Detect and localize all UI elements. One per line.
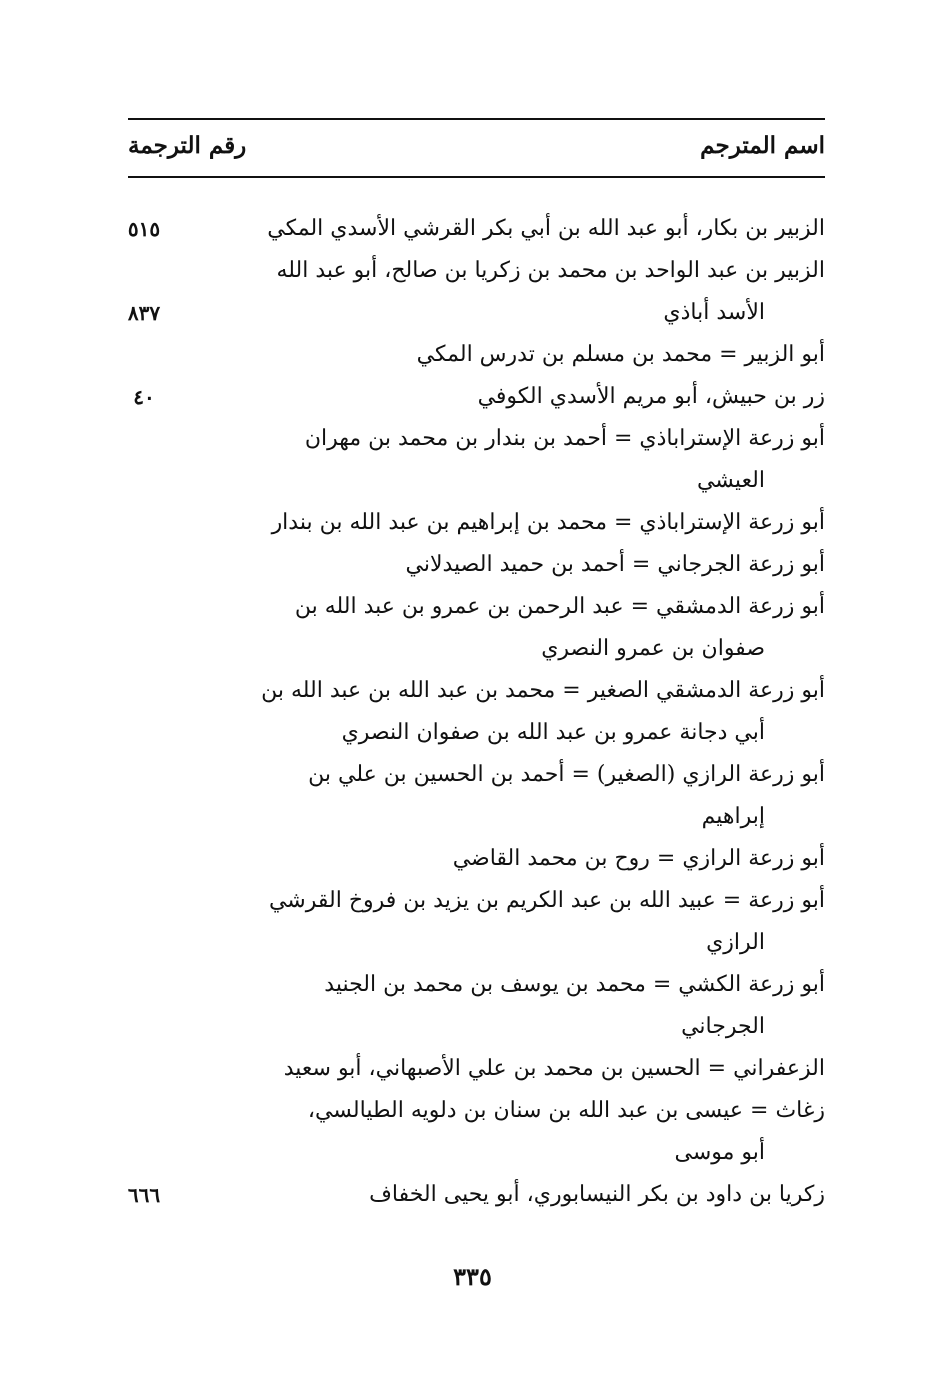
entry-continuation-line: العيشي xyxy=(696,468,765,493)
list-item xyxy=(120,754,825,838)
list-item xyxy=(120,670,825,754)
entry-number: ٥١٥ xyxy=(127,217,161,241)
entry-line: أبو زرعة الإستراباذي = محمد بن إبراهيم بن عبد الله بن بندار xyxy=(271,510,825,535)
entry-line: أبو زرعة الدمشقي = عبد الرحمن بن عمرو بن عبد الله بن xyxy=(294,594,825,619)
list-item xyxy=(120,334,825,376)
column-header-number: رقم الترجمة xyxy=(128,132,247,159)
page-number: ٣٣٥ xyxy=(453,1262,492,1291)
entries-list xyxy=(120,208,825,1216)
entry-number: ٤٠ xyxy=(133,385,155,409)
entry-line: أبو زرعة الدمشقي الصغير = محمد بن عبد الله بن عبد الله بن xyxy=(261,678,825,703)
entry-line: الزبير بن بكار، أبو عبد الله بن أبي بكر القرشي الأسدي المكي xyxy=(267,216,825,241)
list-item xyxy=(120,418,825,502)
entry-line: أبو زرعة الجرجاني = أحمد بن حميد الصيدلاني xyxy=(405,552,825,577)
entry-line: زغاث = عيسى بن عبد الله بن سنان بن دلويه الطيالسي، xyxy=(307,1098,825,1123)
list-item xyxy=(120,1048,825,1090)
entry-continuation-line: أبو موسى xyxy=(674,1140,765,1165)
entry-line: زر بن حبيش، أبو مريم الأسدي الكوفي xyxy=(477,384,825,409)
entry-continuation-line: أبي دجانة عمرو بن عبد الله بن صفوان النصري xyxy=(341,720,765,745)
entry-line: أبو زرعة الرازي = روح بن محمد القاضي xyxy=(452,846,825,871)
list-item xyxy=(120,502,825,544)
entry-line: زكريا بن داود بن بكر النيسابوري، أبو يحيى الخفاف xyxy=(369,1182,825,1207)
header-rule xyxy=(128,176,825,178)
list-item xyxy=(120,376,825,418)
top-rule xyxy=(128,118,825,120)
entry-line: الزبير بن عبد الواحد بن محمد بن زكريا بن صالح، أبو عبد الله xyxy=(276,258,825,283)
list-item xyxy=(120,586,825,670)
list-item xyxy=(120,250,825,334)
entry-line: أبو زرعة الرازي (الصغير) = أحمد بن الحسين بن علي بن xyxy=(308,762,825,787)
list-item xyxy=(120,544,825,586)
list-item xyxy=(120,838,825,880)
entry-line: أبو زرعة = عبيد الله بن عبد الكريم بن يزيد بن فروخ القرشي xyxy=(268,888,825,913)
column-header-name: اسم المترجم xyxy=(700,132,825,159)
list-item xyxy=(120,880,825,964)
entry-number: ٨٣٧ xyxy=(127,301,161,325)
entry-line: أبو زرعة الإستراباذي = أحمد بن بندار بن محمد بن مهران xyxy=(304,426,825,451)
entry-continuation-line: صفوان بن عمرو النصري xyxy=(541,636,765,661)
list-item xyxy=(120,1090,825,1174)
entry-continuation-line: إبراهيم xyxy=(701,804,765,829)
entry-number: ٦٦٦ xyxy=(127,1183,161,1207)
list-item xyxy=(120,964,825,1048)
list-item xyxy=(120,208,825,250)
entry-continuation-line: الأسد أباذي xyxy=(663,300,765,325)
entry-line: أبو الزبير = محمد بن مسلم بن تدرس المكي xyxy=(416,342,825,367)
entry-continuation-line: الرازي xyxy=(706,930,765,955)
entry-line: الزعفراني = الحسين بن محمد بن علي الأصبهاني، أبو سعيد xyxy=(283,1056,825,1081)
entry-line: أبو زرعة الكشي = محمد بن يوسف بن محمد بن الجنيد xyxy=(324,972,825,997)
list-item xyxy=(120,1174,825,1216)
entry-continuation-line: الجرجاني xyxy=(681,1014,765,1039)
